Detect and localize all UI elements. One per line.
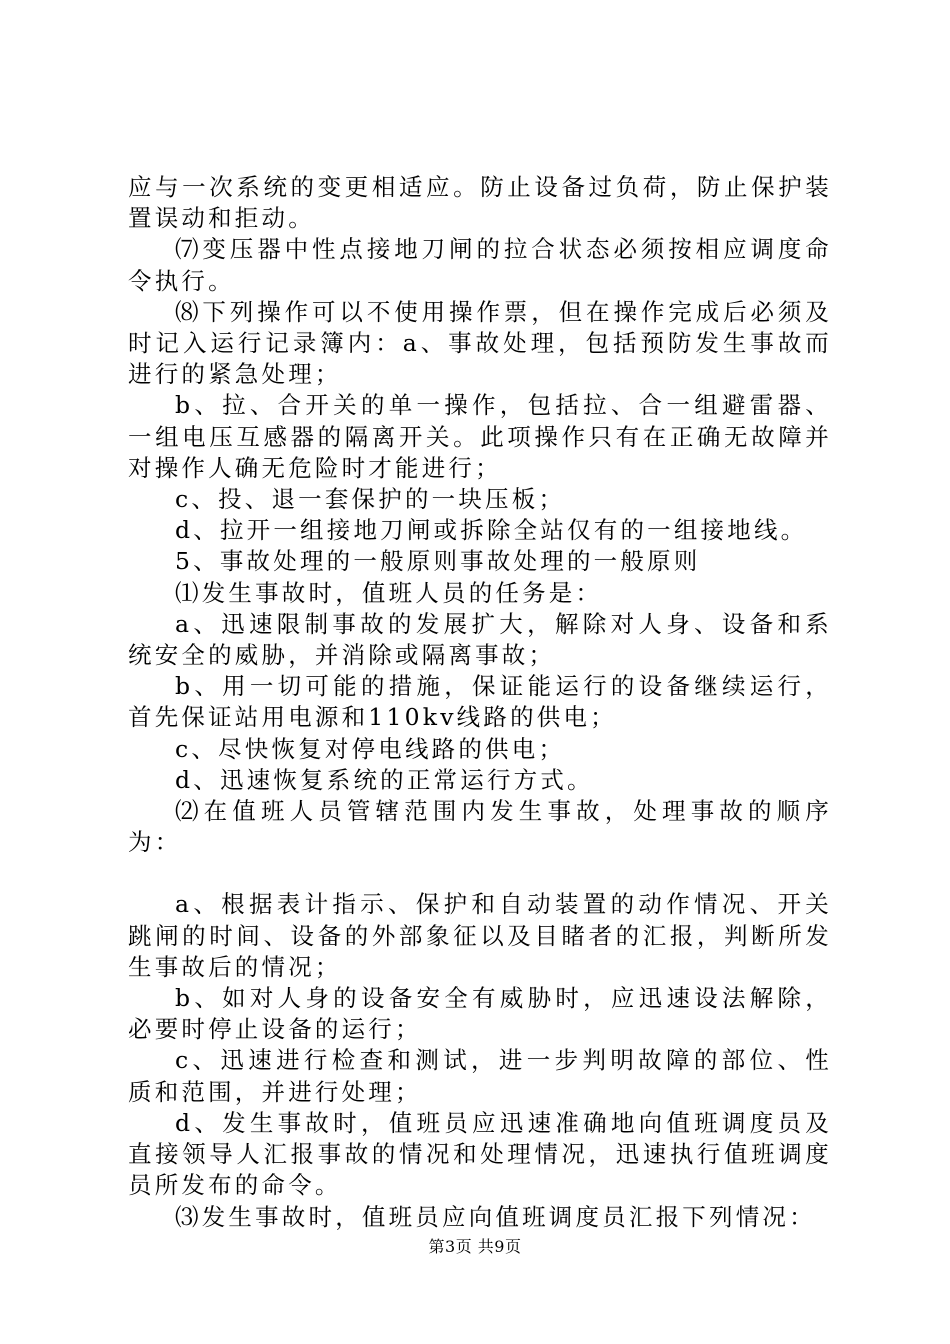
paragraph-item-8: ⑻下列操作可以不使用操作票，但在操作完成后必须及时记入运行记录簿内：a、事故处理，包括预防发生事故而进行的紧急处理； xyxy=(128,297,832,389)
paragraph-item-2-b: b、如对人身的设备安全有威胁时，应迅速设法解除，必要时停止设备的运行； xyxy=(128,984,832,1044)
page-footer: 第3页 共9页 xyxy=(428,1237,522,1256)
paragraph-item-8-d: d、拉开一组接地刀闸或拆除全站仅有的一组接地线。 xyxy=(175,516,808,545)
paragraph-item-7: ⑺变压器中性点接地刀闸的拉合状态必须按相应调度命令执行。 xyxy=(128,235,832,295)
paragraph-item-3: ⑶发生事故时，值班员应向值班调度员汇报下列情况： xyxy=(175,1202,816,1231)
paragraph-item-8-b: b、拉、合开关的单一操作，包括拉、合一组避雷器、一组电压互感器的隔离开关。此项操作只有在正确无故障并对操作人确无危险时才能进行； xyxy=(128,391,832,482)
paragraph-item-1-a: a、迅速限制事故的发展扩大，解除对人身、设备和系统安全的威胁，并消除或隔离事故； xyxy=(128,609,832,670)
paragraph-item-2-a: a、根据表计指示、保护和自动装置的动作情况、开关跳闸的时间、设备的外部象征以及目睹者的汇报，判断所发生事故后的情况； xyxy=(128,890,832,981)
blank-line xyxy=(128,858,832,889)
paragraph-item-1-d: d、迅速恢复系统的正常运行方式。 xyxy=(175,765,594,794)
paragraph-item-1-c: c、尽快恢复对停电线路的供电； xyxy=(175,734,566,763)
paragraph-item-1-b: b、用一切可能的措施，保证能运行的设备继续运行，首先保证站用电源和110kv线路的供电； xyxy=(128,672,832,732)
section-heading-5: 5、事故处理的一般原则事故处理的一般原则 xyxy=(175,547,701,576)
paragraph-item-2: ⑵在值班人员管辖范围内发生事故，处理事故的顺序为： xyxy=(128,797,832,857)
paragraph-item-1: ⑴发生事故时，值班人员的任务是： xyxy=(175,578,603,607)
paragraph-item-2-d: d、发生事故时，值班员应迅速准确地向值班调度员及直接领导人汇报事故的情况和处理情况，迅速执行值班调度员所发布的命令。 xyxy=(128,1108,832,1200)
paragraph-continuation: 应与一次系统的变更相适应。防止设备过负荷，防止保护装置误动和拒动。 xyxy=(128,173,832,233)
paragraph-item-2-c: c、迅速进行检查和测试，进一步判明故障的部位、性质和范围，并进行处理； xyxy=(128,1046,832,1106)
paragraph-item-8-c: c、投、退一套保护的一块压板； xyxy=(175,485,566,514)
document-body xyxy=(128,172,832,1233)
